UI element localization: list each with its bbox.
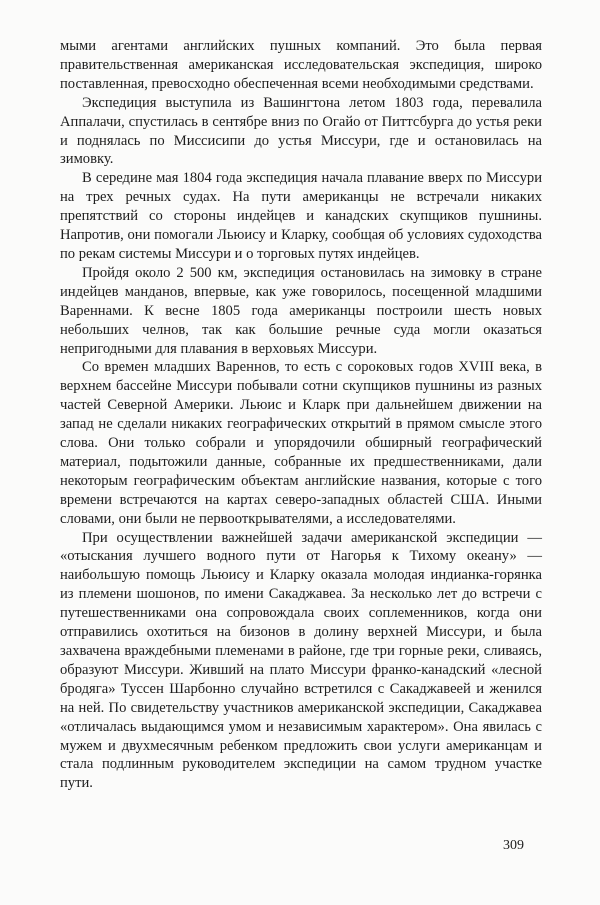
page-number: 309 bbox=[503, 838, 524, 853]
paragraph-3: В середине мая 1804 года экспедиция начала плавание вверх по Миссури на трех речных судах. На пути американцы не встречали никаких препятствий со стороны индейцев и канадских скупщиков пушнины. Напротив, они помогали Льюису и Кларку, сообщая об условиях судоходства по рекам системы Миссури и о торговых путях индейцев. bbox=[60, 170, 542, 262]
paragraph-2: Экспедиция выступила из Вашингтона летом 1803 года, перевалила Аппалачи, спустилась в сентябре вниз по Огайо от Питтсбурга до устья реки и поднялась по Миссисипи до устья Миссури, где и остановилась на зимовку. bbox=[60, 94, 542, 168]
paragraph-6: При осуществлении важнейшей задачи американской экспедиции — «отыскания лучшего водного пути от Нагорья к Тихому океану» — наибольшую помощь Льюису и Кларку оказала молодая индианка-горянка из племени шошонов, по имени Сакаджавеа. За несколько лет до встречи с путешественниками она сопровождала своих соплеменников, когда они отправились охотиться на бизонов в долину верхней Миссури, и была захвачена враждебными племенами в районе, где три горные реки, сливаясь, образуют Миссури. Живший на плато Миссури франко-канадский «лесной бродяга» Туссен Шарбонно случайно встретился с Сакаджавеей и женился на ней. По свидетельству участников американской экспедиции, Сакаджавеа «отличалась выдающимся умом и независимым характером». Она явилась с мужем и двухмесячным ребенком предложить свои услуги американцам и стала подлинным руководителем экспедиции на самом трудном участке пути. bbox=[60, 529, 542, 792]
paragraph-1: мыми агентами английских пушных компаний. Это была первая правительственная американская исследовательская экспедиция, широко поставленная, превосходно обеспеченная всеми необходимыми средствами. bbox=[60, 38, 542, 92]
paragraph-5: Со времен младших Вареннов, то есть с сороковых годов XVIII века, в верхнем бассейне Миссури побывали сотни скупщиков пушнины из разных частей Северной Америки. Льюис и Кларк при дальнейшем движении на запад не сделали никаких географических открытий в прямом смысле этого слова. Они только собрали и упорядочили обширный географический материал, подытожили данные, собранные их предшественниками, дали некоторым географическим объектам английские названия, которые с того времени встречаются на картах северо-западных областей США. Иными словами, они были не первооткрывателями, а исследователями. bbox=[60, 359, 542, 527]
paragraph-4: Пройдя около 2 500 км, экспедиция остановилась на зимовку в стране индейцев манданов, впервые, как уже говорилось, посещенной младшими Вареннами. К весне 1805 года американцы построили шесть новых небольших челнов, так как большие речные суда могли оказаться непригодными для плавания в верховьях Миссури. bbox=[60, 264, 542, 357]
page-text bbox=[60, 37, 542, 793]
